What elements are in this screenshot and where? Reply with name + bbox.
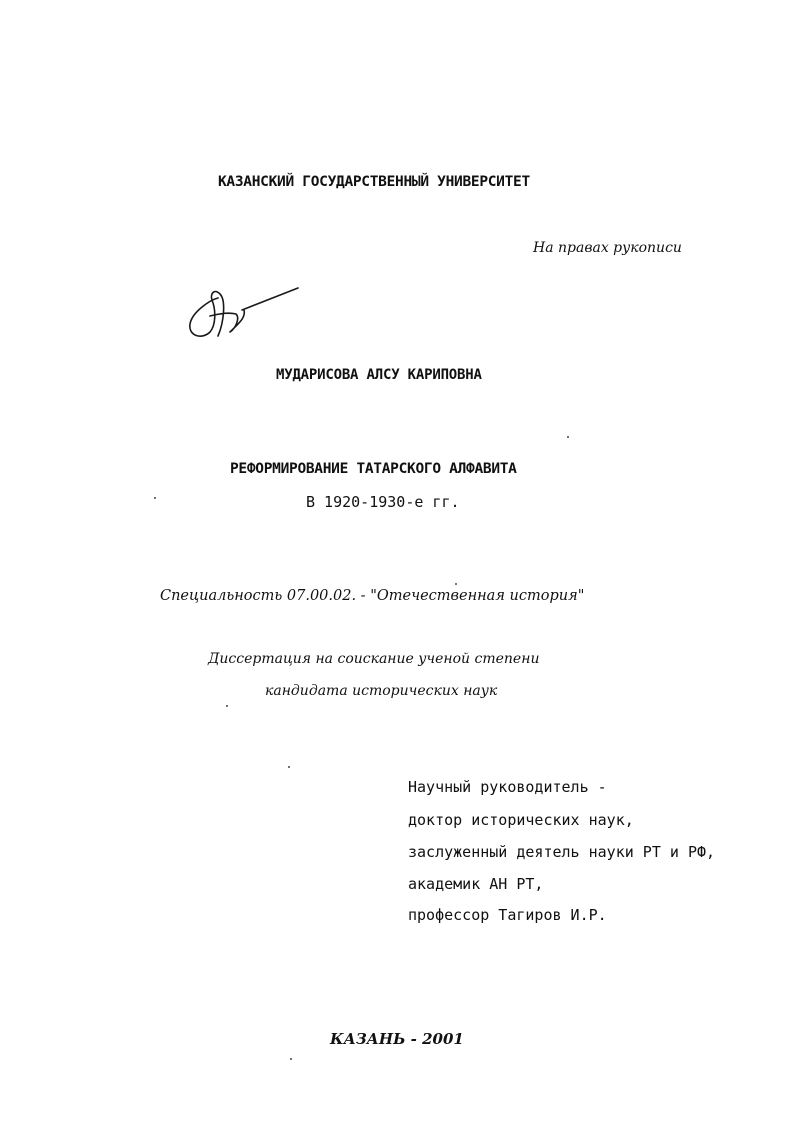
scan-speck xyxy=(455,583,457,585)
scan-speck xyxy=(288,766,290,768)
supervisor-line: профессор Тагиров И.Р. xyxy=(408,906,607,924)
university-name: КАЗАНСКИЙ ГОСУДАРСТВЕННЫЙ УНИВЕРСИТЕТ xyxy=(218,174,530,190)
dissertation-degree-line-1: Диссертация на соискание ученой степени xyxy=(208,651,540,667)
supervisor-line: Научный руководитель - xyxy=(408,778,607,796)
scan-speck xyxy=(226,705,228,707)
dissertation-degree-line-2: кандидата исторических наук xyxy=(265,683,498,699)
supervisor-line: академик АН РТ, xyxy=(408,875,544,893)
dissertation-title-line-1: РЕФОРМИРОВАНИЕ ТАТАРСКОГО АЛФАВИТА xyxy=(230,461,517,477)
manuscript-rights-note: На правах рукописи xyxy=(533,240,682,256)
scan-speck xyxy=(154,497,156,499)
author-name: МУДАРИСОВА АЛСУ КАРИПОВНА xyxy=(276,367,482,383)
dissertation-title-line-2: В 1920-1930-е гг. xyxy=(306,493,460,511)
signature-icon xyxy=(180,280,305,345)
supervisor-line: заслуженный деятель науки РТ и РФ, xyxy=(408,843,716,861)
city-and-year: КАЗАНЬ - 2001 xyxy=(330,1030,464,1048)
speciality-line: Специальность 07.00.02. - "Отечественная история" xyxy=(160,588,585,604)
scan-speck xyxy=(567,436,569,438)
supervisor-line: доктор исторических наук, xyxy=(408,811,634,829)
scan-speck xyxy=(290,1058,292,1060)
